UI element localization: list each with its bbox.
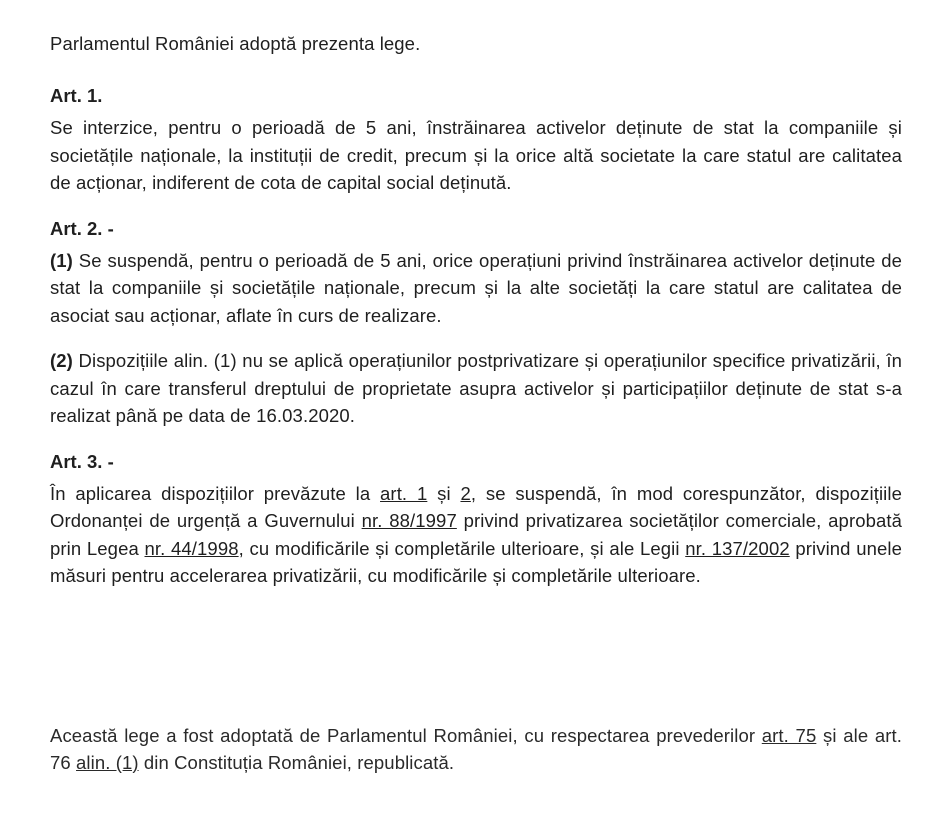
article-3-text-part: În aplicarea dispozițiilor prevăzute la bbox=[50, 482, 381, 504]
closing-text-part: și ale art. 76 bbox=[50, 724, 902, 773]
alin-1-number: (1) bbox=[50, 249, 73, 271]
article-1-text: Se interzice, pentru o perioadă de 5 ani, înstrăinarea activelor deținute de stat la companiile și societățile naționale, la instituții de credit, precum și la orice altă societate la care statul are calitatea de acționar, indiferent de cota de capital social deținută. bbox=[50, 117, 902, 193]
alin-2-number: (2) bbox=[50, 350, 73, 371]
article-3-text bbox=[50, 480, 902, 590]
link-lege-137-2002[interactable]: nr. 137/2002 bbox=[685, 537, 790, 559]
link-art-75[interactable]: art. 75 bbox=[761, 724, 817, 746]
article-2-title: Art. 2. - bbox=[50, 217, 114, 239]
law-document bbox=[50, 30, 902, 608]
article-2-alin-2 bbox=[50, 347, 902, 430]
article-3-text-part: privind privatizarea societăților comerciale, aprobată prin Legea bbox=[50, 510, 902, 559]
article-1-title: Art. 1. bbox=[50, 85, 103, 106]
link-art-1[interactable]: art. 1 bbox=[380, 482, 428, 504]
link-alin-1[interactable]: alin. (1) bbox=[76, 752, 139, 773]
article-3 bbox=[50, 448, 902, 590]
closing-text-part: din Constituția României, republicată. bbox=[138, 752, 455, 773]
article-3-text-part: , cu modificările și completările ulterioare, și ale Legii bbox=[238, 537, 686, 559]
link-oug-88-1997[interactable]: nr. 88/1997 bbox=[361, 510, 457, 531]
article-1 bbox=[50, 82, 902, 197]
article-3-title: Art. 3. - bbox=[50, 450, 114, 472]
alin-2-text: Dispozițiile alin. (1) nu se aplică operațiunilor postprivatizare și operațiunilor specifice privatizării, în cazul în care transferul dreptului de proprietate asupra activelor și participațiilor deținute de stat s-a realizat până pe data de 16.03.2020. bbox=[50, 350, 902, 426]
intro-line: Parlamentul României adoptă prezenta lege. bbox=[50, 33, 421, 54]
link-lege-44-1998[interactable]: nr. 44/1998 bbox=[144, 537, 239, 559]
article-3-text-part: și bbox=[427, 482, 461, 504]
alin-1-text: Se suspendă, pentru o perioadă de 5 ani, orice operațiuni privind înstrăinarea activelor deținute de stat la companiile și societățile naționale, precum și la alte societăți la care statul are calitatea de asociat sau acționar, aflate în curs de realizare. bbox=[50, 249, 902, 326]
article-3-text-part: , se suspendă, în mod corespunzător, dispozițiile Ordonanței de urgență a Guvernului bbox=[50, 482, 902, 531]
closing-text-part: Această lege a fost adoptată de Parlamentul României, cu respectarea prevederilor bbox=[50, 724, 762, 746]
article-2-alin-1 bbox=[50, 247, 902, 330]
article-3-text-part: privind unele măsuri pentru accelerarea privatizării, cu modificările și completările ulterioare. bbox=[50, 537, 902, 586]
closing-statement bbox=[50, 722, 902, 777]
article-2 bbox=[50, 215, 902, 430]
link-art-2[interactable]: 2 bbox=[460, 482, 471, 504]
